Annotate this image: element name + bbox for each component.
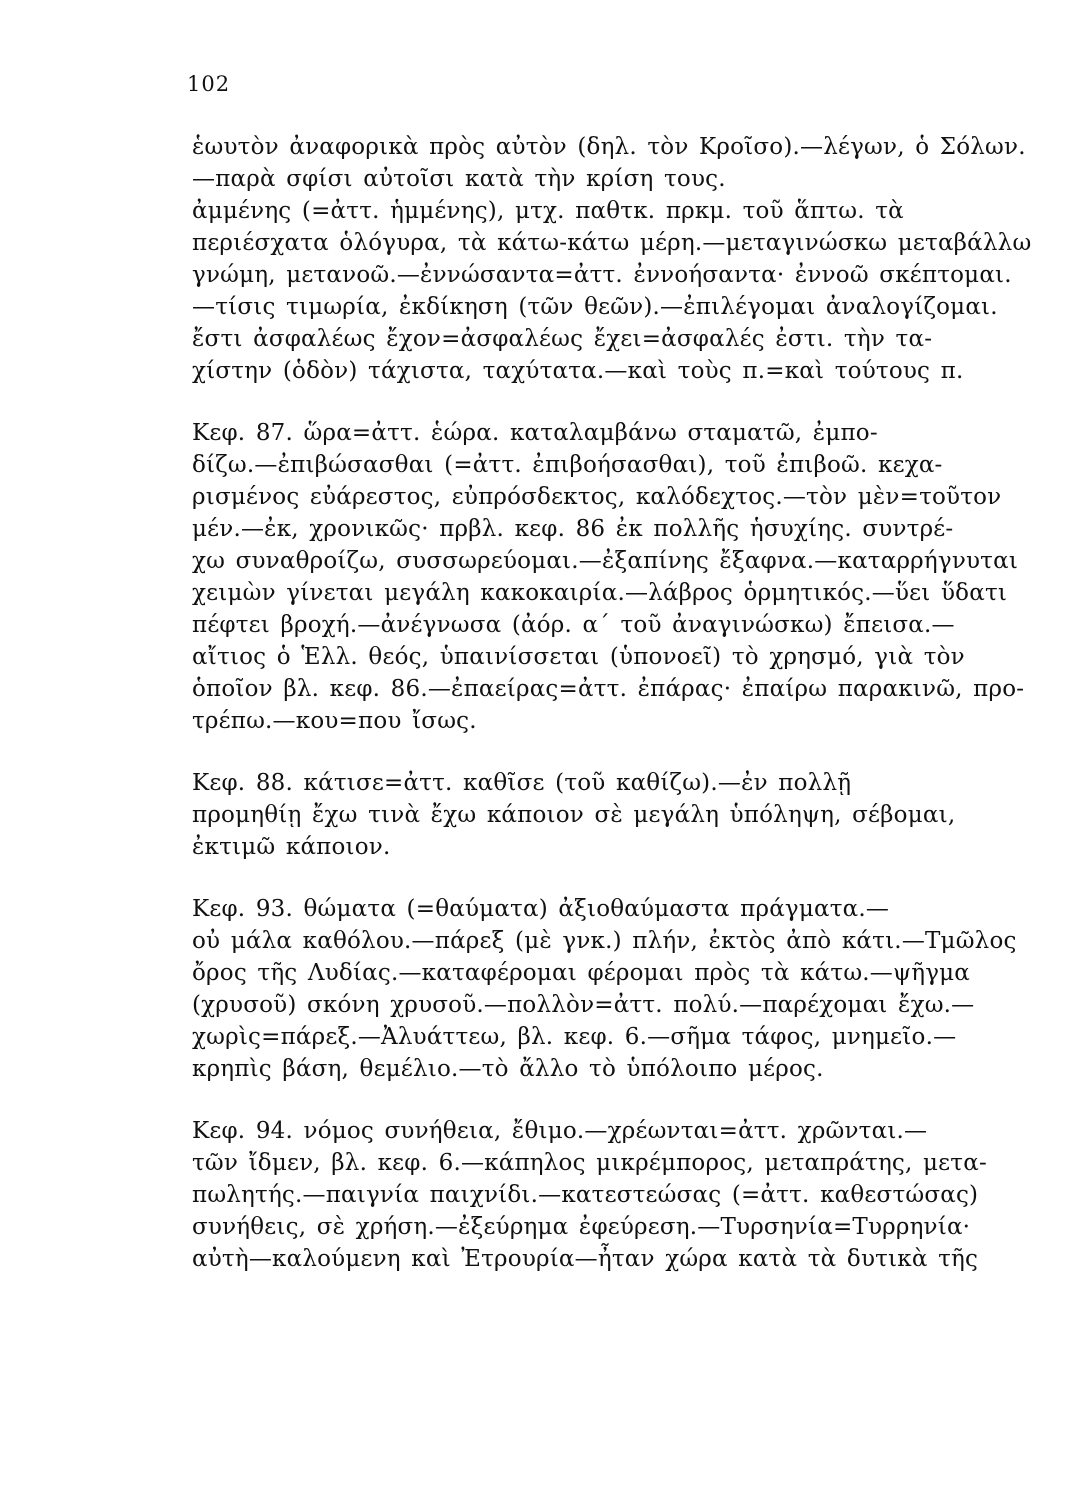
- text-line: μέν.—ἐκ, χρονικῶς· πρβλ. κεφ. 86 ἐκ πολλῆς ἡσυχίης. συντρέ-: [192, 516, 954, 542]
- text-line: ὁποῖον βλ. κεφ. 86.—ἐπαείρας=ἀττ. ἐπάρας· ἐπαίρω παρακινῶ, προ-: [192, 676, 1025, 702]
- text-line: συνήθεις, σὲ χρήση.—ἐξεύρημα ἐφεύρεση.—Τυρσηνία=Τυρρηνία·: [192, 1214, 971, 1240]
- text-line: αὐτὴ—καλούμενη καὶ Ἐτρουρία—ἦταν χώρα κατὰ τὰ δυτικὰ τῆς: [192, 1246, 979, 1272]
- paragraph-chapter-93: [192, 893, 1040, 1085]
- text-line: γνώμη, μετανοῶ.—ἐννώσαντα=ἀττ. ἐννοήσαντα· ἐννοῶ σκέπτομαι.: [192, 262, 1012, 288]
- paragraph-gap: [192, 1085, 1040, 1115]
- glossary-text: [192, 131, 1040, 1275]
- text-line: —παρὰ σφίσι αὐτοῖσι κατὰ τὴν κρίση τους.: [192, 166, 726, 192]
- text-line: περιέσχατα ὁλόγυρα, τὰ κάτω-κάτω μέρη.—μεταγινώσκω μεταβάλλω: [192, 230, 1032, 256]
- text-line: χειμὼν γίνεται μεγάλη κακοκαιρία.—λάβρος ὁρμητικός.—ὕει ὕδατι: [192, 580, 1008, 606]
- text-line: ἑωυτὸν ἀναφορικὰ πρὸς αὐτὸν (δηλ. τὸν Κροῖσο).—λέγων, ὁ Σόλων.: [192, 134, 1026, 160]
- paragraph-chapter-88: [192, 767, 1040, 863]
- text-line: χίστην (ὁδὸν) τάχιστα, ταχύτατα.—καὶ τοὺς π.=καὶ τούτους π.: [192, 358, 964, 384]
- text-line: ἐκτιμῶ κάποιον.: [192, 834, 391, 860]
- text-line: πωλητής.—παιγνία παιχνίδι.—κατεστεώσας (=ἀττ. καθεστώσας): [192, 1182, 979, 1208]
- paragraph-gap: [192, 737, 1040, 767]
- paragraph-gap: [192, 863, 1040, 893]
- text-line: ρισμένος εὐάρεστος, εὐπρόσδεκτος, καλόδεχτος.—τὸν μὲν=τοῦτον: [192, 484, 1002, 510]
- text-line: πέφτει βροχή.—ἀνέγνωσα (ἀόρ. α΄ τοῦ ἀναγινώσκω) ἔπεισα.—: [192, 612, 955, 638]
- text-line: Κεφ. 87. ὥρα=ἀττ. ἑώρα. καταλαμβάνω σταματῶ, ἐμπο-: [192, 420, 878, 446]
- text-line: χω συναθροίζω, συσσωρεύομαι.—ἐξαπίνης ἔξαφνα.—καταρρήγνυται: [192, 548, 1019, 574]
- page-number: 102: [187, 72, 231, 96]
- text-line: —τίσις τιμωρία, ἐκδίκηση (τῶν θεῶν).—ἐπιλέγομαι ἀναλογίζομαι.: [192, 294, 998, 320]
- paragraph-chapter-94: [192, 1115, 1040, 1275]
- text-line: αἴτιος ὁ Ἑλλ. θεός, ὑπαινίσσεται (ὑπονοεῖ) τὸ χρησμό, γιὰ τὸν: [192, 644, 965, 670]
- paragraph-gap: [192, 387, 1040, 417]
- text-line: κρηπὶς βάση, θεμέλιο.—τὸ ἄλλο τὸ ὑπόλοιπο μέρος.: [192, 1056, 824, 1082]
- text-line: ὄρος τῆς Λυδίας.—καταφέρομαι φέρομαι πρὸς τὰ κάτω.—ψῆγμα: [192, 960, 971, 986]
- text-line: προμηθίῃ ἔχω τινὰ ἔχω κάποιον σὲ μεγάλη ὑπόληψη, σέβομαι,: [192, 802, 956, 828]
- text-line: δίζω.—ἐπιβώσασθαι (=ἀττ. ἐπιβοήσασθαι), τοῦ ἐπιβοῶ. κεχα-: [192, 452, 943, 478]
- text-line: ἔστι ἀσφαλέως ἔχον=ἀσφαλέως ἔχει=ἀσφαλές ἐστι. τὴν τα-: [192, 326, 933, 352]
- paragraph-intro: [192, 131, 1040, 387]
- text-line: τρέπω.—κου=που ἴσως.: [192, 708, 477, 734]
- text-line: οὐ μάλα καθόλου.—πάρεξ (μὲ γνκ.) πλήν, ἐκτὸς ἀπὸ κάτι.—Τμῶλος: [192, 928, 1017, 954]
- paragraph-chapter-87: [192, 417, 1040, 737]
- text-line: (χρυσοῦ) σκόνη χρυσοῦ.—πολλὸν=ἀττ. πολύ.—παρέχομαι ἔχω.—: [192, 992, 975, 1018]
- text-line: Κεφ. 93. θώματα (=θαύματα) ἀξιοθαύμαστα πράγματα.—: [192, 896, 890, 922]
- text-line: Κεφ. 94. νόμος συνήθεια, ἔθιμο.—χρέωνται=ἀττ. χρῶνται.—: [192, 1118, 928, 1144]
- text-line: τῶν ἴδμεν, βλ. κεφ. 6.—κάπηλος μικρέμπορος, μεταπράτης, μετα-: [192, 1150, 987, 1176]
- text-line: Κεφ. 88. κάτισε=ἀττ. καθῖσε (τοῦ καθίζω).—ἐν πολλῇ: [192, 770, 852, 796]
- text-line: ἀμμένης (=ἀττ. ἡμμένης), μτχ. παθτκ. πρκμ. τοῦ ἅπτω. τὰ: [192, 198, 904, 224]
- text-line: χωρὶς=πάρεξ.—Ἀλυάττεω, βλ. κεφ. 6.—σῆμα τάφος, μνημεῖο.—: [192, 1024, 957, 1050]
